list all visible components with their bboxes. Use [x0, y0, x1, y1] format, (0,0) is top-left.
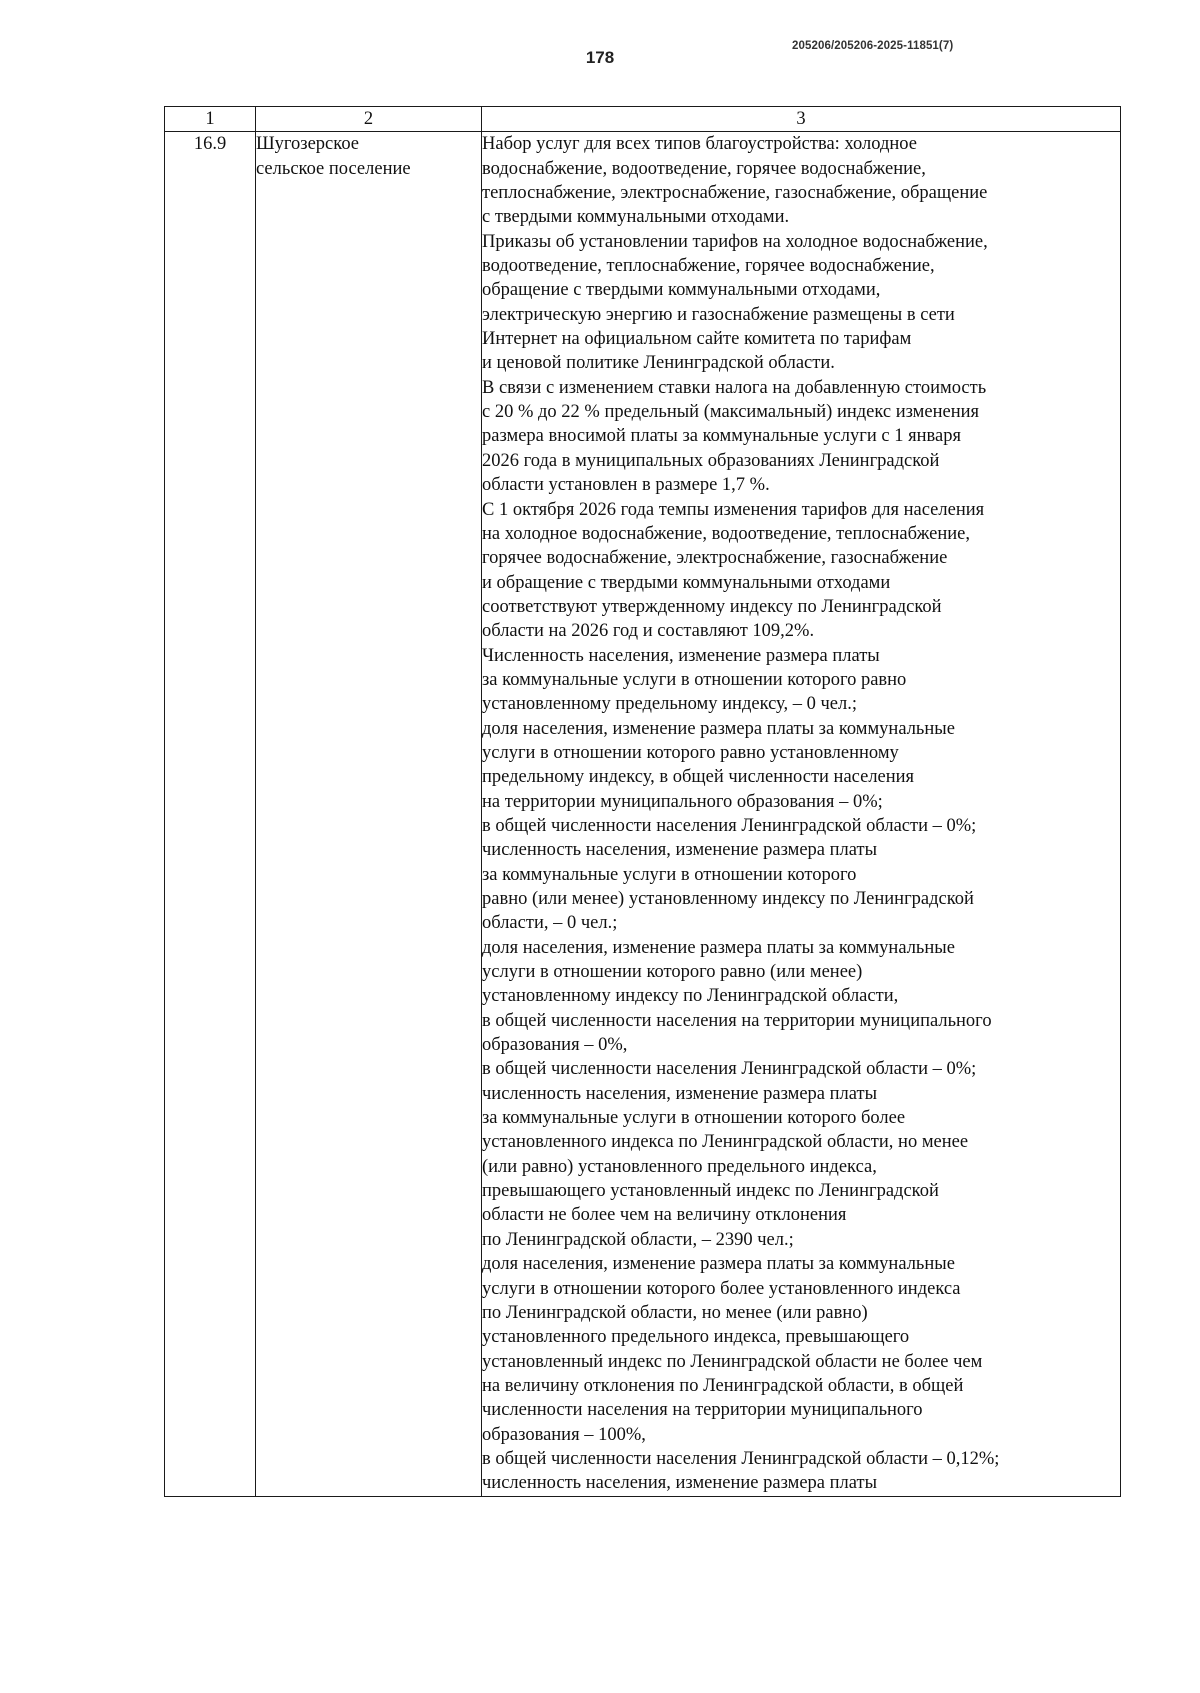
column-header-1: 1	[165, 107, 256, 132]
description-line: области, – 0 чел.;	[482, 913, 618, 934]
description-line: обращение с твердыми коммунальными отходами,	[482, 280, 881, 301]
description-line: на холодное водоснабжение, водоотведение, теплоснабжение,	[482, 523, 970, 544]
description-line: С 1 октября 2026 года темпы изменения тарифов для населения	[482, 499, 985, 520]
description-line: водоснабжение, водоотведение, горячее водоснабжение,	[482, 158, 926, 179]
document-id: 205206/205206-2025-11851(7)	[792, 40, 954, 52]
description-line: с 20 % до 22 % предельный (максимальный) индекс изменения	[482, 402, 980, 423]
description-line: за коммунальные услуги в отношении которого равно	[482, 669, 907, 690]
description-line: электрическую энергию и газоснабжение размещены в сети	[482, 304, 955, 325]
description-cell	[482, 132, 1121, 1496]
description-line: соответствуют утвержденному индексу по Ленинградской	[482, 596, 942, 617]
description-line: и ценовой политике Ленинградской области.	[482, 353, 835, 374]
description-line: горячее водоснабжение, электроснабжение, газоснабжение	[482, 548, 948, 569]
description-line: Интернет на официальном сайте комитета по тарифам	[482, 329, 912, 350]
description-line: услуги в отношении которого равно (или менее)	[482, 962, 863, 983]
description-line: доля населения, изменение размера платы за коммунальные	[482, 937, 955, 958]
description-line: в общей численности населения Ленинградской области – 0%;	[482, 1059, 977, 1080]
description-line: образования – 0%,	[482, 1035, 628, 1056]
row-number: 16.9	[165, 132, 256, 1496]
description-line: доля населения, изменение размера платы за коммунальные	[482, 1254, 955, 1275]
page-number: 178	[585, 48, 615, 67]
description-line: в общей численности населения Ленинградской области – 0,12%;	[482, 1448, 1000, 1469]
table-row	[165, 132, 1121, 1496]
description-line: образования – 100%,	[482, 1424, 646, 1445]
description-line: доля населения, изменение размера платы за коммунальные	[482, 718, 955, 739]
description-line: по Ленинградской области, но менее (или равно)	[482, 1302, 868, 1323]
description-line: по Ленинградской области, – 2390 чел.;	[482, 1229, 794, 1250]
description-line: численность населения, изменение размера платы	[482, 840, 877, 861]
table-header-row	[165, 107, 1121, 132]
description-line: установленному предельному индексу, – 0 чел.;	[482, 694, 857, 715]
description-line: (или равно) установленного предельного индекса,	[482, 1156, 877, 1177]
description-line: на величину отклонения по Ленинградской области, в общей	[482, 1375, 964, 1396]
description-line: численность населения, изменение размера платы	[482, 1473, 877, 1494]
column-header-2: 2	[256, 107, 482, 132]
description-line: установленного индекса по Ленинградской области, но менее	[482, 1132, 969, 1153]
description-line: Приказы об установлении тарифов на холодное водоснабжение,	[482, 231, 988, 252]
description-line: теплоснабжение, электроснабжение, газоснабжение, обращение	[482, 183, 988, 204]
municipality-name-line: Шугозерское	[256, 134, 360, 155]
description-line: превышающего установленный индекс по Ленинградской	[482, 1181, 939, 1202]
description-line: области на 2026 год и составляют 109,2%.	[482, 621, 815, 642]
municipality-name-cell	[256, 132, 482, 1496]
description-line: равно (или менее) установленному индексу по Ленинградской	[482, 889, 974, 909]
description-line: установленный индекс по Ленинградской области не более чем	[482, 1351, 983, 1372]
description-line: в общей численности населения на территории муниципального	[482, 1010, 992, 1031]
description-line: Набор услуг для всех типов благоустройства: холодное	[482, 134, 917, 155]
description-line: и обращение с твердыми коммунальными отходами	[482, 572, 891, 593]
description-line: за коммунальные услуги в отношении которого	[482, 864, 857, 885]
description-line: области не более чем на величину отклонения	[482, 1205, 847, 1226]
description-line: установленного предельного индекса, превышающего	[482, 1327, 910, 1348]
municipality-name-line: сельское поселение	[256, 158, 411, 179]
description-line: размера вносимой платы за коммунальные услуги с 1 января	[482, 426, 961, 447]
description-line: на территории муниципального образования – 0%;	[482, 791, 883, 812]
description-line: численность населения, изменение размера платы	[482, 1083, 877, 1104]
description-line: области установлен в размере 1,7 %.	[482, 475, 770, 496]
description-line: с твердыми коммунальными отходами.	[482, 207, 790, 228]
description-line: Численность населения, изменение размера платы	[482, 645, 880, 666]
description-line: численности населения на территории муниципального	[482, 1400, 923, 1421]
description-line: за коммунальные услуги в отношении которого более	[482, 1108, 906, 1129]
description-line: водоотведение, теплоснабжение, горячее водоснабжение,	[482, 256, 935, 277]
description-line: услуги в отношении которого более установленного индекса	[482, 1278, 961, 1299]
description-line: В связи с изменением ставки налога на добавленную стоимость	[482, 377, 987, 398]
description-line: в общей численности населения Ленинградской области – 0%;	[482, 815, 977, 836]
tariff-table	[164, 106, 1121, 1497]
description-line: 2026 года в муниципальных образованиях Ленинградской	[482, 450, 940, 471]
column-header-3: 3	[482, 107, 1121, 132]
description-line: предельному индексу, в общей численности населения	[482, 767, 915, 788]
description-line: услуги в отношении которого равно установленному	[482, 742, 899, 763]
description-line: установленному индексу по Ленинградской области,	[482, 986, 899, 1007]
